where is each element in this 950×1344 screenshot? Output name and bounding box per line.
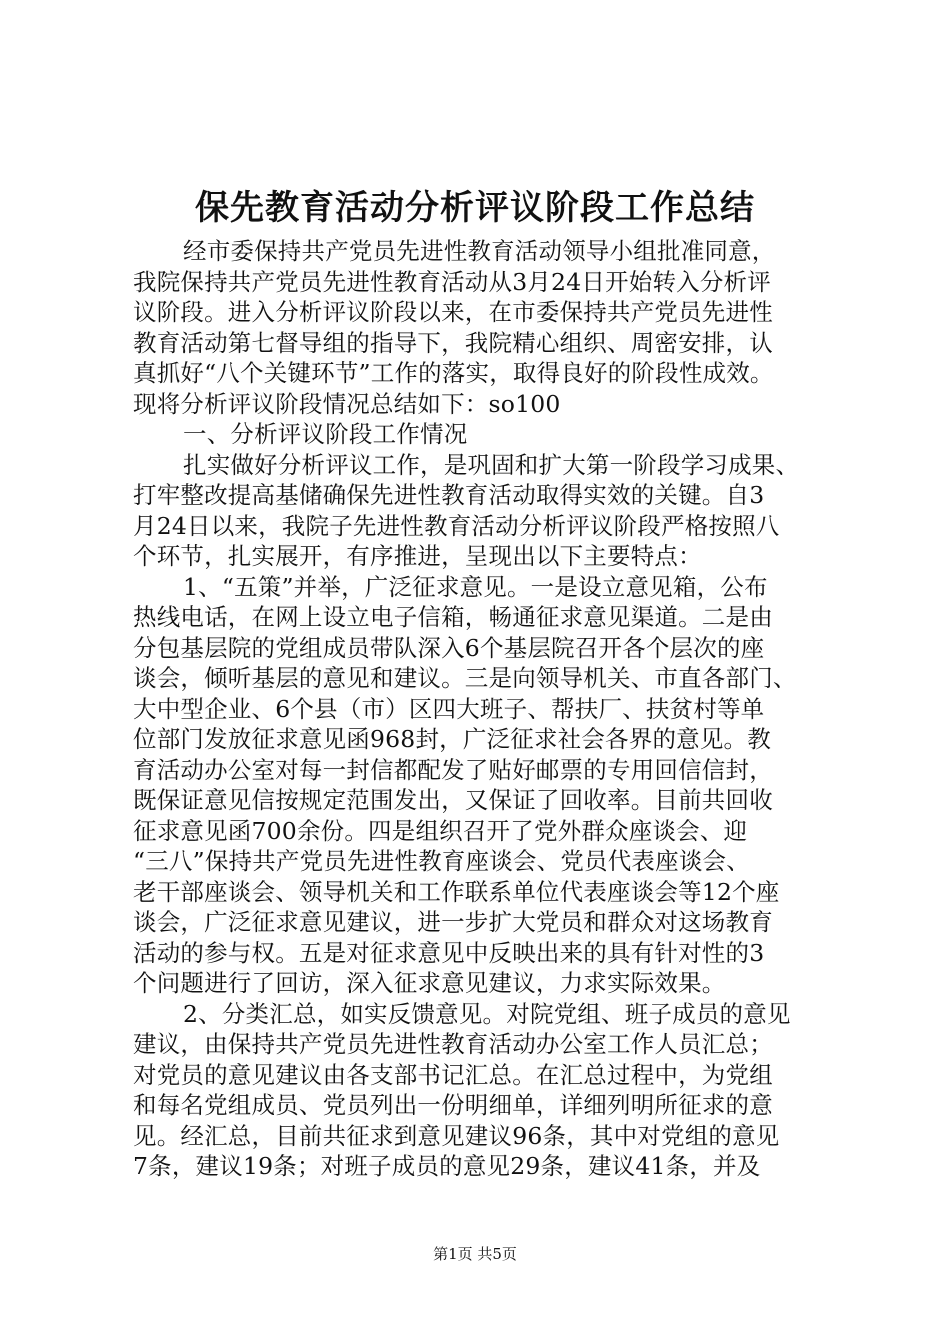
body-line: 征求意见函700余份。四是组织召开了党外群众座谈会、迎 bbox=[133, 816, 748, 845]
body-line: 打牢整改提高基储确保先进性教育活动取得实效的关键。自3 bbox=[133, 481, 765, 509]
body-line: “三八”保持共产党员先进性教育座谈会、党员代表座谈会、 bbox=[133, 847, 750, 875]
body-line: 议阶段。进入分析评议阶段以来，在市委保持共产党员先进性 bbox=[133, 298, 773, 326]
body-line: 既保证意见信按规定范围发出，又保证了回收率。目前共回收 bbox=[133, 786, 773, 814]
body-line: 现将分析评议阶段情况总结如下：so100 bbox=[133, 389, 561, 418]
body-line: 月24日以来，我院子先进性教育活动分析评议阶段严格按照八 bbox=[133, 511, 780, 540]
body-line: 经市委保持共产党员先进性教育活动领导小组批准同意， bbox=[183, 237, 776, 265]
body-line: 7条，建议19条；对班子成员的意见29条，建议41条，并及 bbox=[133, 1152, 761, 1180]
body-line: 对党员的意见建议由各支部书记汇总。在汇总过程中，为党组 bbox=[133, 1060, 773, 1089]
body-line: 建议，由保持共产党员先进性教育活动办公室工作人员汇总； bbox=[133, 1030, 773, 1058]
body-line: 1、“五策”并举，广泛征求意见。一是设立意见箱，公布 bbox=[183, 572, 768, 601]
body-line: 位部门发放征求意见函968封，广泛征求社会各界的意见。教 bbox=[133, 725, 771, 753]
body-line: 和每名党组成员、党员列出一份明细单，详细列明所征求的意 bbox=[133, 1091, 773, 1119]
body-line: 育活动办公室对每一封信都配发了贴好邮票的专用回信信封， bbox=[133, 755, 773, 784]
section-heading: 一、分析评议阶段工作情况 bbox=[183, 420, 468, 448]
body-line: 活动的参与权。五是对征求意见中反映出来的具有针对性的3 bbox=[133, 938, 765, 967]
body-line: 老干部座谈会、领导机关和工作联系单位代表座谈会等12个座 bbox=[133, 877, 780, 906]
document-body bbox=[133, 236, 833, 1182]
body-line: 分包基层院的党组成员带队深入6个基层院召开各个层次的座 bbox=[133, 633, 765, 662]
body-line: 热线电话，在网上设立电子信箱，畅通征求意见渠道。二是由 bbox=[133, 603, 773, 631]
body-line: 谈会，倾听基层的意见和建议。三是向领导机关、市直各部门、 bbox=[133, 664, 797, 692]
body-line: 个环节，扎实展开，有序推进，呈现出以下主要特点： bbox=[133, 542, 702, 570]
body-line: 见。经汇总，目前共征求到意见建议96条，其中对党组的意见 bbox=[133, 1121, 780, 1150]
body-line: 真抓好“八个关键环节”工作的落实，取得良好的阶段性成效。 bbox=[133, 359, 774, 387]
body-line: 我院保持共产党员先进性教育活动从3月24日开始转入分析评 bbox=[133, 267, 771, 296]
body-line: 个问题进行了回访，深入征求意见建议，力求实际效果。 bbox=[133, 969, 726, 997]
document-title: 保先教育活动分析评议阶段工作总结 bbox=[195, 188, 755, 228]
body-line: 教育活动第七督导组的指导下，我院精心组织、周密安排，认 bbox=[133, 328, 773, 357]
body-line: 扎实做好分析评议工作，是巩固和扩大第一阶段学习成果、 bbox=[183, 450, 800, 479]
page-footer: 第1页 共5页 bbox=[433, 1245, 517, 1263]
body-line: 大中型企业、6个县（市）区四大班子、帮扶厂、扶贫村等单 bbox=[133, 694, 765, 723]
body-line: 谈会，广泛征求意见建议，进一步扩大党员和群众对这场教育 bbox=[133, 908, 773, 936]
body-line: 2、分类汇总，如实反馈意见。对院党组、班子成员的意见 bbox=[183, 999, 791, 1028]
